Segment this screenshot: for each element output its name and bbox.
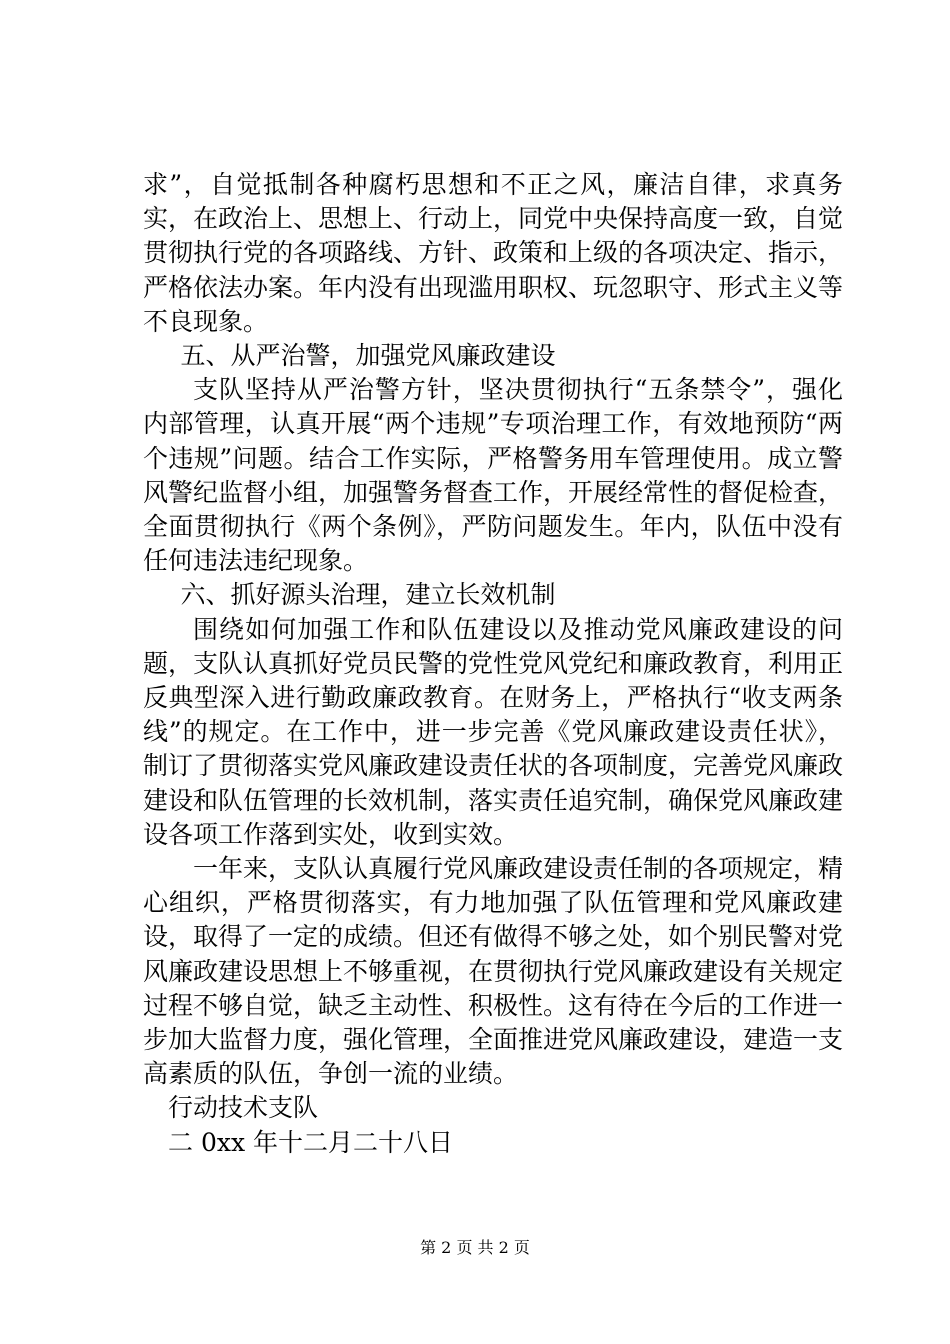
page-footer: 第 2 页 共 2 页 bbox=[420, 1238, 530, 1257]
document-date: 二 0xx 年十二月二十八日 bbox=[168, 1127, 453, 1157]
document-body bbox=[143, 168, 843, 1160]
section-heading-5: 五、从严治警，加强党风廉政建设 bbox=[180, 341, 556, 371]
paragraph-section-5: 支队坚持从严治警方针，坚决贯彻执行“五条禁令”，强化内部管理，认真开展“两个违规”专项治理工作，有效地预防“两个违规”问题。结合工作实际，严格警务用车管理使用。成立警风警纪监督小组，加强警务督查工作，开展经常性的督促检查，全面贯彻执行《两个条例》，严防问题发生。年内，队伍中没有任何违法违纪现象。 bbox=[143, 375, 844, 576]
signature: 行动技术支队 bbox=[168, 1093, 319, 1123]
section-heading-6: 六、抓好源头治理，建立长效机制 bbox=[180, 580, 556, 610]
paragraph-continuation: 求”，自觉抵制各种腐朽思想和不正之风，廉洁自律，求真务实，在政治上、思想上、行动上，同党中央保持高度一致，自觉贯彻执行党的各项路线、方针、政策和上级的各项决定、指示，严格依法办案。年内没有出现滥用职权、玩忽职守、形式主义等不良现象。 bbox=[143, 170, 844, 336]
paragraph-summary: 一年来，支队认真履行党风廉政建设责任制的各项规定，精心组织，严格贯彻落实，有力地加强了队伍管理和党风廉政建设，取得了一定的成绩。但还有做得不够之处，如个别民警对党风廉政建设思想上不够重视，在贯彻执行党风廉政建设有关规定过程不够自觉，缺乏主动性、积极性。这有待在今后的工作进一步加大监督力度，强化管理，全面推进党风廉政建设，建造一支高素质的队伍，争创一流的业绩。 bbox=[143, 854, 844, 1089]
paragraph-section-6: 围绕如何加强工作和队伍建设以及推动党风廉政建设的问题，支队认真抓好党员民警的党性党风党纪和廉政教育，利用正反典型深入进行勤政廉政教育。在财务上，严格执行“收支两条线”的规定。在工作中，进一步完善《党风廉政建设责任状》，制订了贯彻落实党风廉政建设责任状的各项制度，完善党风廉政建设和队伍管理的长效机制，落实责任追究制，确保党风廉政建设各项工作落到实处，收到实效。 bbox=[143, 614, 844, 849]
